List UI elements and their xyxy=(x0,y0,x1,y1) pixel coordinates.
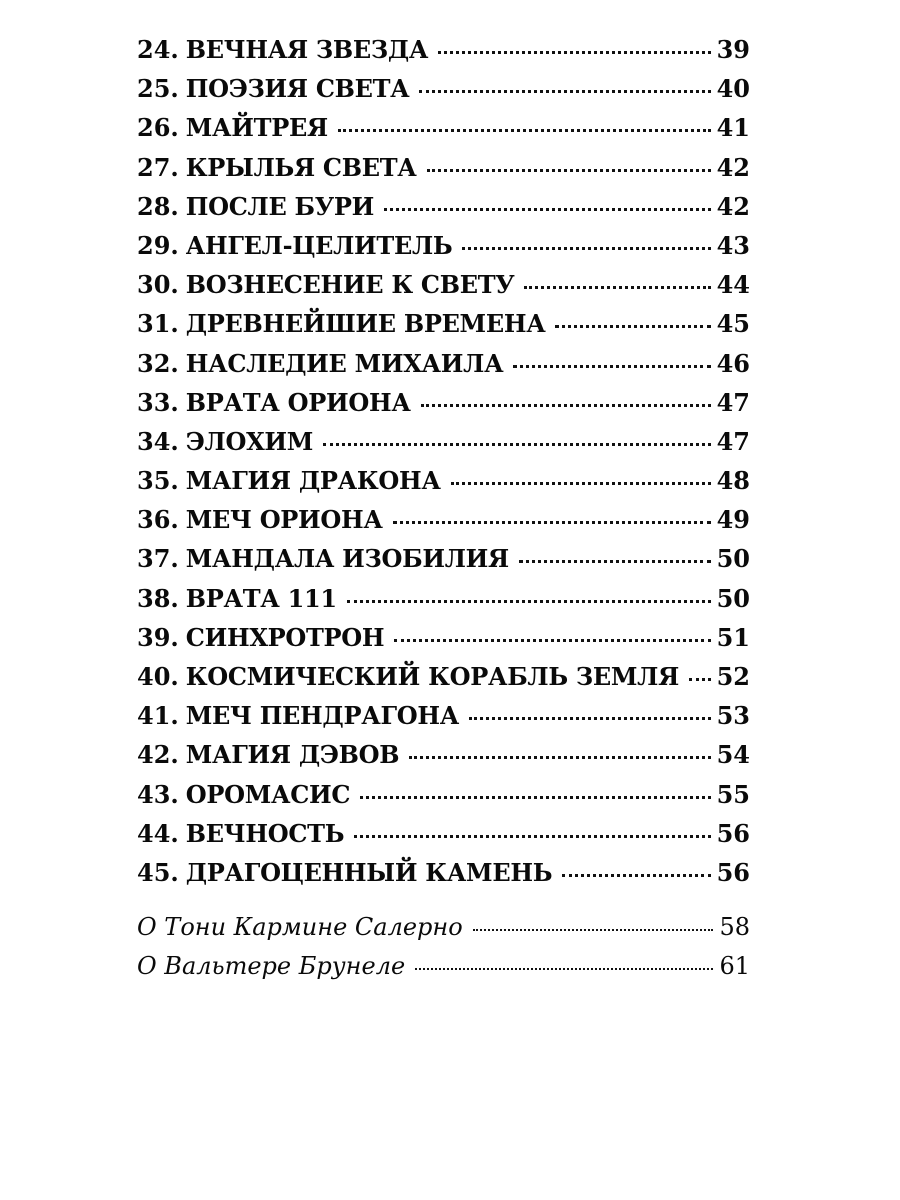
dot-leader xyxy=(384,208,711,211)
about-authors-section xyxy=(137,908,750,986)
toc-entry[interactable] xyxy=(137,775,750,814)
toc-entry[interactable] xyxy=(137,853,750,892)
dot-leader xyxy=(689,678,711,681)
toc-entry-number: 28. xyxy=(137,191,179,221)
toc-entry[interactable] xyxy=(137,618,750,657)
toc-entry[interactable] xyxy=(137,422,750,461)
toc-entry-title: КОСМИЧЕСКИЙ КОРАБЛЬ ЗЕМЛЯ xyxy=(185,662,679,691)
toc-entry-number: 27. xyxy=(137,152,179,182)
toc-entry-title: ДРАГОЦЕННЫЙ КАМЕНЬ xyxy=(185,857,553,887)
toc-entry-page: 42 xyxy=(716,152,750,182)
toc-entry[interactable] xyxy=(137,657,750,696)
dot-leader xyxy=(393,521,711,524)
toc-entry-page: 51 xyxy=(716,622,750,652)
toc-entry-page: 48 xyxy=(716,466,750,496)
toc-entry-page: 53 xyxy=(716,701,750,731)
toc-entry-title: ВРАТА ОРИОНА xyxy=(185,387,411,417)
toc-entry[interactable] xyxy=(137,383,750,422)
toc-entry-number: 33. xyxy=(137,387,179,417)
toc-entry-page: 43 xyxy=(716,230,750,260)
toc-entry-number: 38. xyxy=(137,583,179,613)
toc-entry[interactable] xyxy=(137,187,750,226)
toc-entry-number: 35. xyxy=(137,466,179,496)
dot-leader xyxy=(462,247,710,250)
dot-leader xyxy=(394,639,710,642)
toc-entry[interactable] xyxy=(137,108,750,147)
toc-entry-title: МАГИЯ ДРАКОНА xyxy=(185,466,441,496)
dot-leader xyxy=(421,404,711,407)
toc-entry-page: 49 xyxy=(716,505,750,535)
toc-entry-title: ВОЗНЕСЕНИЕ К СВЕТУ xyxy=(185,270,515,300)
toc-entry-page: 40 xyxy=(716,74,750,104)
toc-entry[interactable] xyxy=(137,304,750,343)
toc-entry-title: ВЕЧНАЯ ЗВЕЗДА xyxy=(185,35,429,64)
about-entry-page: 61 xyxy=(719,952,750,981)
toc-entry-number: 31. xyxy=(137,309,179,339)
dot-leader xyxy=(409,756,710,759)
dot-leader xyxy=(415,968,713,970)
toc-entry-title: КРЫЛЬЯ СВЕТА xyxy=(185,152,417,182)
toc-entry[interactable] xyxy=(137,735,750,774)
toc-entry-page: 46 xyxy=(716,348,750,378)
toc-entry-number: 29. xyxy=(137,230,179,260)
dot-leader xyxy=(473,929,714,931)
toc-entry-page: 56 xyxy=(716,818,750,848)
toc-entry[interactable] xyxy=(137,226,750,265)
toc-entry-page: 54 xyxy=(716,740,750,770)
toc-entry[interactable] xyxy=(137,344,750,383)
toc-entry[interactable] xyxy=(137,30,750,69)
dot-leader xyxy=(360,796,710,799)
toc-entry-page: 50 xyxy=(716,544,750,574)
toc-entry-title: МЕЧ ОРИОНА xyxy=(185,505,383,535)
toc-entry-page: 50 xyxy=(716,583,750,613)
toc-entry-title: НАСЛЕДИЕ МИХАИЛА xyxy=(185,348,504,378)
toc-entry-page: 55 xyxy=(716,779,750,809)
dot-leader xyxy=(519,560,711,563)
dot-leader xyxy=(513,365,710,368)
toc-entry-page: 47 xyxy=(716,387,750,417)
toc-entry-page: 39 xyxy=(716,35,750,64)
dot-leader xyxy=(469,717,711,720)
toc-entry-title: ОРОМАСИС xyxy=(185,779,351,809)
toc-entry-title: МАГИЯ ДЭВОВ xyxy=(185,740,400,770)
about-entry-page: 58 xyxy=(719,913,750,941)
table-of-contents xyxy=(137,30,750,892)
toc-entry-page: 45 xyxy=(716,309,750,339)
toc-entry[interactable] xyxy=(137,265,750,304)
toc-entry-title: МЕЧ ПЕНДРАГОНА xyxy=(185,701,459,731)
toc-entry-title: СИНХРОТРОН xyxy=(185,622,385,652)
dot-leader xyxy=(438,51,710,54)
dot-leader xyxy=(524,286,710,289)
toc-entry-number: 36. xyxy=(137,505,179,535)
toc-entry-number: 37. xyxy=(137,544,179,574)
toc-entry-number: 39. xyxy=(137,622,179,652)
toc-entry[interactable] xyxy=(137,500,750,539)
toc-entry[interactable] xyxy=(137,539,750,578)
toc-entry[interactable] xyxy=(137,148,750,187)
toc-entry[interactable] xyxy=(137,579,750,618)
toc-entry-title: ДРЕВНЕЙШИЕ ВРЕМЕНА xyxy=(185,309,546,339)
toc-entry-page: 47 xyxy=(716,426,750,456)
toc-entry-page: 52 xyxy=(716,662,750,691)
toc-entry-number: 26. xyxy=(137,113,179,143)
toc-entry-title: ВРАТА 111 xyxy=(185,583,337,613)
toc-entry-page: 56 xyxy=(716,857,750,887)
dot-leader xyxy=(451,482,711,485)
dot-leader xyxy=(354,835,710,838)
dot-leader xyxy=(419,90,710,93)
about-entry-title: О Вальтере Брунеле xyxy=(137,952,406,981)
toc-entry-number: 43. xyxy=(137,779,179,809)
toc-entry-number: 32. xyxy=(137,348,179,378)
toc-entry-number: 41. xyxy=(137,701,179,731)
toc-entry-number: 42. xyxy=(137,740,179,770)
toc-entry-number: 30. xyxy=(137,270,179,300)
toc-entry[interactable] xyxy=(137,69,750,108)
toc-entry-title: АНГЕЛ-ЦЕЛИТЕЛЬ xyxy=(185,230,453,260)
toc-entry[interactable] xyxy=(137,461,750,500)
dot-leader xyxy=(555,325,710,328)
about-entry[interactable] xyxy=(137,908,750,947)
dot-leader xyxy=(562,874,710,877)
toc-entry[interactable] xyxy=(137,814,750,853)
toc-entry-number: 40. xyxy=(137,662,179,691)
toc-entry-title: ПОСЛЕ БУРИ xyxy=(185,191,375,221)
toc-entry-title: ЭЛОХИМ xyxy=(185,426,314,456)
toc-entry-number: 24. xyxy=(137,35,179,64)
toc-entry-number: 44. xyxy=(137,818,179,848)
dot-leader xyxy=(338,129,711,132)
toc-entry-title: ВЕЧНОСТЬ xyxy=(185,818,345,848)
about-entry[interactable] xyxy=(137,947,750,986)
dot-leader xyxy=(347,600,711,603)
toc-entry-number: 25. xyxy=(137,74,179,104)
dot-leader xyxy=(427,169,711,172)
toc-entry[interactable] xyxy=(137,696,750,735)
toc-entry-number: 34. xyxy=(137,426,179,456)
toc-entry-page: 44 xyxy=(716,270,750,300)
toc-entry-number: 45. xyxy=(137,857,179,887)
dot-leader xyxy=(323,443,711,446)
toc-entry-page: 42 xyxy=(716,191,750,221)
toc-entry-title: ПОЭЗИЯ СВЕТА xyxy=(185,74,410,104)
toc-entry-page: 41 xyxy=(716,113,750,143)
toc-entry-title: МАНДАЛА ИЗОБИЛИЯ xyxy=(185,544,509,574)
toc-entry-title: МАЙТРЕЯ xyxy=(185,113,328,143)
about-entry-title: О Тони Кармине Салерно xyxy=(137,913,463,941)
